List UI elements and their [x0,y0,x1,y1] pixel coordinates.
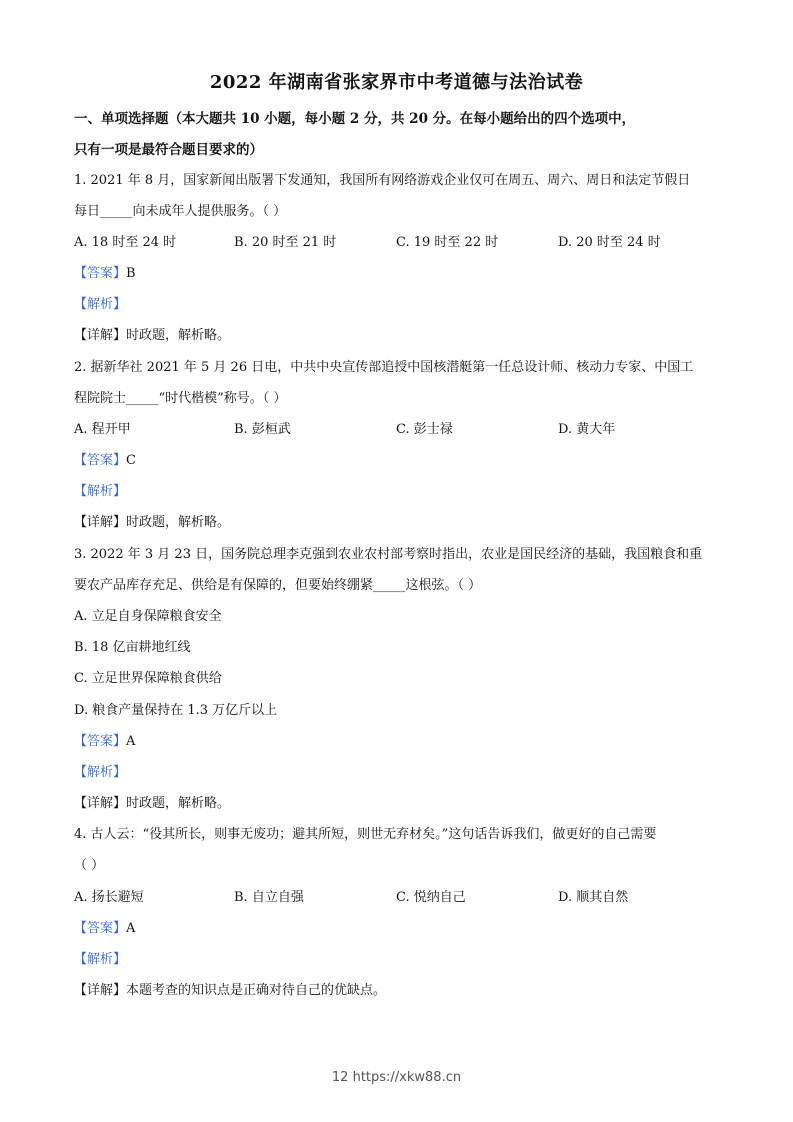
q1-answer [74,264,136,284]
page-footer: 12 https://xkw88.cn [331,1070,462,1085]
q2-option-a: A. 程开甲 [74,422,131,437]
q4-answer [74,919,135,939]
answer-value: A [126,734,136,749]
q2-option-d: D. 黄大年 [558,422,616,437]
answer-tag: 【答案】 [74,734,127,749]
q2-analysis-tag: 【解析】 [74,484,127,499]
answer-tag: 【答案】 [74,266,127,281]
q1-analysis-tag: 【解析】 [74,297,127,312]
q3-option-c: C. 立足世界保障粮食供给 [74,671,222,686]
q3-option-d: D. 粮食产量保持在 1.3 万亿斤以上 [74,703,278,718]
q4-stem-line-1: 4. 古人云：“役其所长，则事无废功；避其所短，则世无弃材矣。”这句话告诉我们，做更好的自己需要 [74,827,657,842]
section-heading-line-2: 只有一项是最符合题目要求的） [74,142,263,158]
q3-stem-line-1: 3. 2022 年 3 月 23 日，国务院总理李克强到农业农村部考察时指出，农业是国民经济的基础，我国粮食和重 [74,547,703,562]
page-title: 2022 年湖南省张家界市中考道德与法治试卷 [209,72,584,93]
q1-option-b: B. 20 时至 21 时 [234,235,337,250]
answer-tag: 【答案】 [74,921,127,936]
q3-detail: 【详解】时政题，解析略。 [74,796,231,811]
q1-option-a: A. 18 时至 24 时 [74,235,177,250]
q1-option-c: C. 19 时至 22 时 [396,235,499,250]
q1-stem-line-1: 1. 2021 年 8 月，国家新闻出版署下发通知，我国所有网络游戏企业仅可在周五、周六、周日和法定节假日 [74,173,691,188]
q4-detail: 【详解】本题考查的知识点是正确对待自己的优缺点。 [74,983,387,998]
q3-answer [74,732,135,752]
q1-option-d: D. 20 时至 24 时 [558,235,661,250]
q2-stem-line-2: 程院院士_____“时代楷模”称号。（ ） [74,391,287,406]
q2-option-c: C. 彭士禄 [396,422,453,437]
q1-stem-line-2: 每日_____向未成年人提供服务。（ ） [74,204,287,219]
q3-stem-line-2: 要农产品库存充足、供给是有保障的，但要始终绷紧_____这根弦。（ ） [74,578,482,593]
q4-option-a: A. 扬长避短 [74,890,144,905]
q2-option-b: B. 彭桓武 [234,422,291,437]
answer-value: B [126,266,136,281]
answer-value: A [126,921,136,936]
section-heading-line-1: 一、单项选择题（本大题共 10 小题，每小题 2 分，共 20 分。在每小题给出的四个选项中， [74,111,636,127]
q1-detail: 【详解】时政题，解析略。 [74,328,231,343]
answer-value: C [126,453,136,468]
q2-answer [74,451,136,471]
q3-analysis-tag: 【解析】 [74,765,127,780]
q2-detail: 【详解】时政题，解析略。 [74,515,231,530]
q2-stem-line-1: 2. 据新华社 2021 年 5 月 26 日电，中共中央宣传部追授中国核潜艇第一任总设计师、核动力专家、中国工 [74,360,694,375]
q4-analysis-tag: 【解析】 [74,952,127,967]
q3-option-b: B. 18 亿亩耕地红线 [74,640,191,655]
q4-stem-line-2: （ ） [74,858,105,873]
q4-option-c: C. 悦纳自己 [396,890,466,905]
q4-option-b: B. 自立自强 [234,890,304,905]
q4-option-d: D. 顺其自然 [558,890,629,905]
q3-option-a: A. 立足自身保障粮食安全 [74,609,222,624]
answer-tag: 【答案】 [74,453,127,468]
